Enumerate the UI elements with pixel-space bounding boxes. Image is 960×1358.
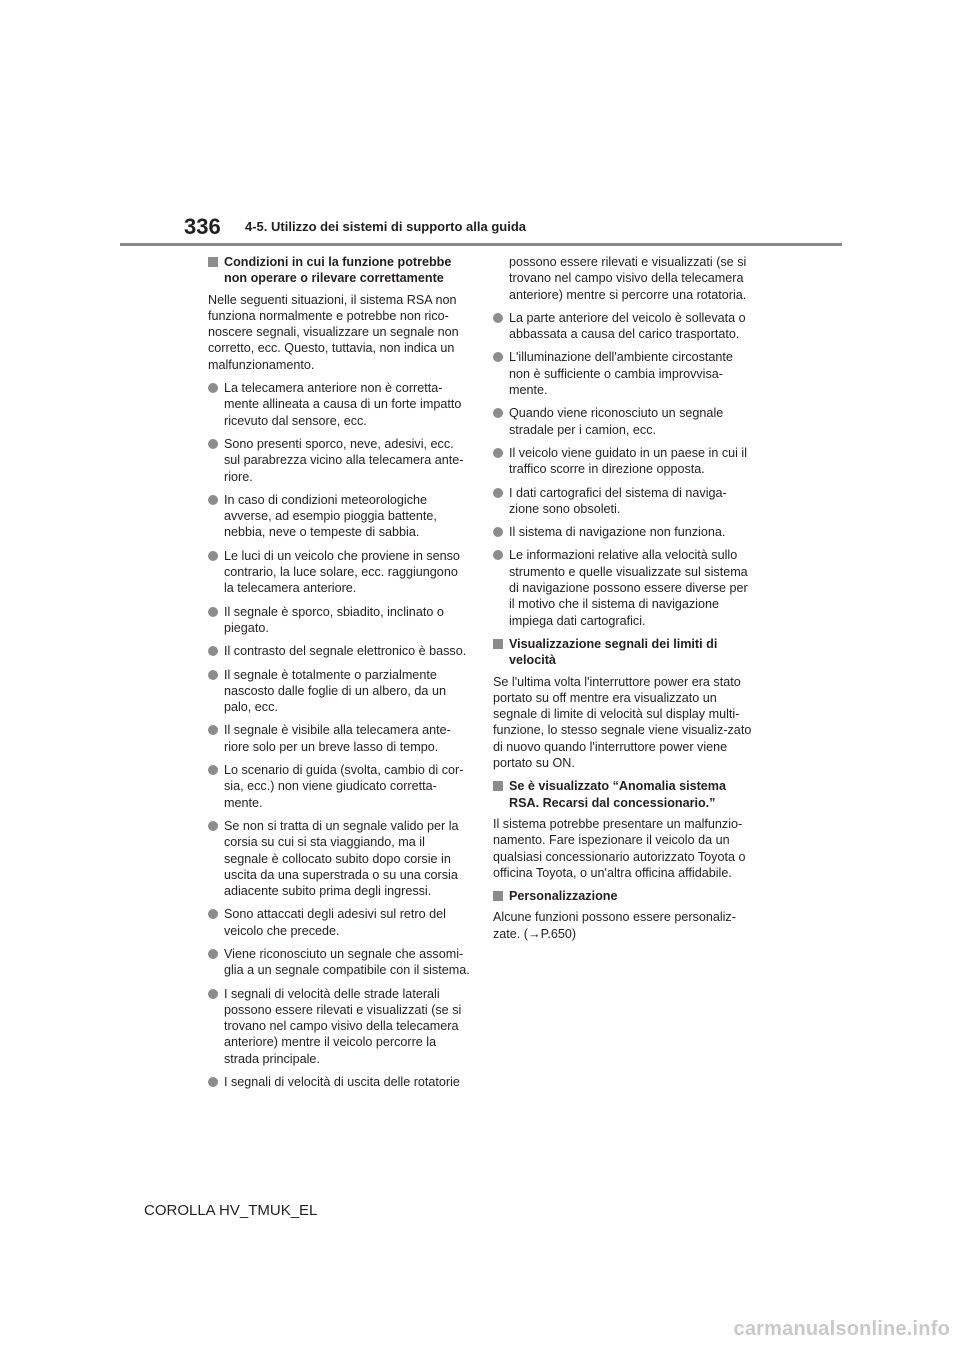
left-column [208,254,470,1097]
list-item-text: I segnali di velocità di uscita delle rotatorie [224,1075,460,1090]
list-item [208,762,470,811]
section-title: 4-5. Utilizzo dei sistemi di supporto alla guida [245,219,526,234]
list-item [493,485,755,518]
intro-paragraph: Nelle seguenti situazioni, il sistema RSA non funziona normalmente e potrebbe non rico-noscere segnali, visualizzare un segnale non corretto, ecc. Questo, tuttavia, non indica un malfunzionamento. [208,292,459,372]
circle-bullet-icon [208,646,218,656]
heading-display [493,636,755,669]
list-item-text: Il sistema di navigazione non funziona. [509,525,726,540]
heading-text: Condizioni in cui la funzione potrebbe non operare o rilevare correttamente [224,255,452,286]
customization-paragraph: Alcune funzioni possono essere personaliz-zate. (→P.650) [493,910,736,941]
list-item-text: La telecamera anteriore non è corretta-mente allineata a causa di un forte impatto ricevuto dal sensore, ecc. [224,381,462,428]
list-item [493,547,755,628]
square-bullet-icon [493,639,503,649]
circle-bullet-icon [208,765,218,775]
circle-bullet-icon [208,551,218,561]
list-item [208,722,470,755]
circle-bullet-icon [493,352,503,362]
list-item [208,548,470,597]
circle-bullet-icon [208,607,218,617]
list-item [208,946,470,979]
circle-bullet-icon [208,1077,218,1087]
circle-bullet-icon [208,725,218,735]
heading-customization [493,888,755,904]
list-item-text: Il contrasto del segnale elettronico è basso. [224,644,467,659]
watermark: carmanualsonline.info [733,1318,950,1340]
page-number: 336 [184,214,221,239]
list-item [493,405,755,438]
square-bullet-icon [493,891,503,901]
circle-bullet-icon [208,821,218,831]
list-item-text: Lo scenario di guida (svolta, cambio di cor-sia, ecc.) non viene giudicato corretta-mente. [224,763,464,810]
list-item [208,604,470,637]
list-item [208,667,470,716]
circle-bullet-icon [208,989,218,999]
list-item-text: I segnali di velocità delle strade laterali possono essere rilevati e visualizzati (se si trovano nel campo visivo della telecamera anteriore) mentre il veicolo percorre la strada principale. [224,986,462,1066]
circle-bullet-icon [493,527,503,537]
list-item-continuation: possono essere rilevati e visualizzati (se si trovano nel campo visivo della telecamera anteriore) mentre si percorre una rotatoria. [509,255,747,302]
list-item-text: In caso di condizioni meteorologiche avverse, ad esempio pioggia battente, nebbia, neve o tempeste di sabbia. [224,492,437,540]
display-paragraph: Se l'ultima volta l'interruttore power era stato portato su off mentre era visualizzato un segnale di limite di velocità sul display multi-funzione, lo stesso segnale viene visualiz-zato di nuovo quando l'interruttore power viene portato su ON. [493,674,752,771]
heading-anomaly [493,778,755,811]
list-item [208,643,470,659]
list-item-text: Il segnale è totalmente o parzialmente nascosto dalle foglie di un albero, da un palo, ecc. [224,667,446,715]
circle-bullet-icon [493,448,503,458]
list-item-text: L'illuminazione dell'ambiente circostante non è sufficiente o cambia improvvisa-mente. [509,350,733,398]
list-item-text: Le informazioni relative alla velocità sullo strumento e quelle visualizzate sul sistema di navigazione possono essere diverse per il motivo che il sistema di navigazione impiega dati cartografici. [509,548,748,628]
list-item-text: Sono attaccati degli adesivi sul retro del veicolo che precede. [224,907,446,938]
list-item [208,492,470,541]
square-bullet-icon [208,257,218,267]
list-item [208,818,470,899]
list-item [208,1074,470,1090]
list-item [208,906,470,939]
list-item [208,436,470,485]
list-item [208,380,470,429]
circle-bullet-icon [493,313,503,323]
list-item-text: Se non si tratta di un segnale valido per la corsia su cui si sta viaggiando, ma il segnale è collocato subito dopo corsie in uscita da una superstrada o su una corsia adiacente subito prima degli ingressi. [224,818,459,899]
circle-bullet-icon [208,670,218,680]
list-item-text: Il veicolo viene guidato in un paese in cui il traffico scorre in direzione opposta. [509,445,748,477]
header-divider [120,243,842,246]
circle-bullet-icon [208,439,218,449]
circle-bullet-icon [208,495,218,505]
list-item [208,986,470,1067]
list-item-text: I dati cartografici del sistema di naviga-zione sono obsoleti. [509,485,727,516]
circle-bullet-icon [493,488,503,498]
list-item-text: La parte anteriore del veicolo è sollevata o abbassata a causa del carico trasportato. [509,310,746,342]
anomaly-paragraph: Il sistema potrebbe presentare un malfunzio-namento. Fare ispezionare il veicolo da un qualsiasi concessionario autorizzato Toyota o officina Toyota, o un'altra officina affidabile. [493,816,746,880]
list-item-text: Le luci di un veicolo che proviene in senso contrario, la luce solare, ecc. raggiungono la telecamera anteriore. [224,548,460,596]
list-item-text: Il segnale è visibile alla telecamera ante-riore solo per un breve lasso di tempo. [224,723,451,754]
circle-bullet-icon [208,949,218,959]
list-item-text: Viene riconosciuto un segnale che assomi-glia a un segnale compatibile con il sistema. [224,946,470,978]
list-item [493,524,755,540]
heading-conditions [208,254,470,287]
list-item-text: Sono presenti sporco, neve, adesivi, ecc. sul parabrezza vicino alla telecamera ante-riore. [224,436,464,484]
list-item-text: Il segnale è sporco, sbiadito, inclinato o piegato. [224,604,444,635]
list-item [493,349,755,398]
heading-text: Visualizzazione segnali dei limiti di velocità [509,636,718,668]
circle-bullet-icon [208,383,218,393]
footer-model-code: COROLLA HV_TMUK_EL [144,1202,318,1219]
right-column [493,254,755,949]
heading-text: Personalizzazione [509,889,618,904]
list-item-text: Quando viene riconosciuto un segnale stradale per i camion, ecc. [509,406,724,437]
heading-text: Se è visualizzato “Anomalia sistema RSA. Recarsi dal concessionario.” [509,779,726,810]
circle-bullet-icon [208,909,218,919]
circle-bullet-icon [493,550,503,560]
list-item [493,310,755,343]
circle-bullet-icon [493,408,503,418]
list-item [493,445,755,478]
square-bullet-icon [493,781,503,791]
